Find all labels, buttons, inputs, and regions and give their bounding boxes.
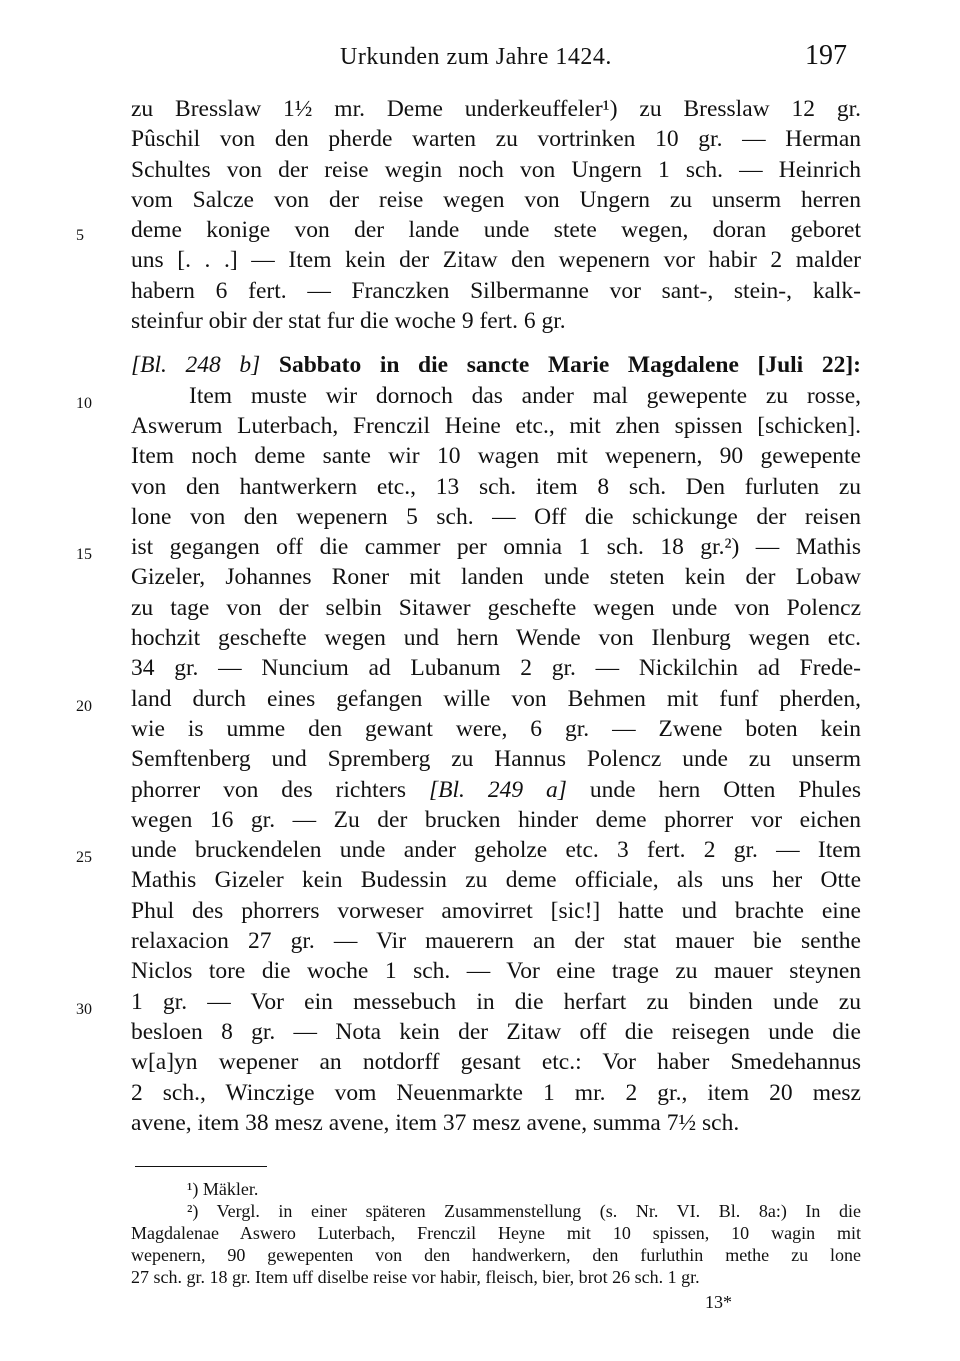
text-line: Item noch deme sante wir 10 wagen mit wepenern, 90 gewepente [131, 443, 861, 470]
text-line: Phul des phorrers vorweser amovirret [sic!] hatte und brachte eine [131, 897, 861, 924]
section-heading: Sabbato in die sancte Marie Magdalene [Juli 22]: [278, 352, 861, 379]
footnotes [131, 1178, 861, 1288]
text-line: unde bruckendelen unde ander geholze etc. 3 fert. 2 gr. — Item [131, 837, 861, 864]
text-line: Niclos tore die woche 1 sch. — Vor eine trage zu mauer steynen [131, 958, 861, 985]
signature-mark: 13* [705, 1292, 732, 1312]
text-line: Mathis Gizeler kein Budessin zu deme officiale, als uns her Otte [131, 867, 861, 894]
text-segment: phorrer von des richters [131, 776, 407, 803]
page-number: 197 [805, 40, 847, 71]
text-segment: unde hern Otten Phules [589, 776, 862, 803]
running-header [0, 38, 960, 78]
text-line: relaxacion 27 gr. — Vir mauerern an der stat mauer bie senthe [131, 928, 861, 955]
line-number-20: 20 [76, 698, 92, 715]
text-line: Schultes von der reise wegin noch von Ungern 1 sch. — Heinrich [131, 156, 861, 183]
text-line: Gizeler, Johannes Roner mit landen unde steten kein der Lobaw [131, 564, 861, 591]
text-line: 34 gr. — Nuncium ad Lubanum 2 gr. — Nickilchin ad Frede- [131, 655, 861, 682]
text-line: habern 6 fert. — Franczken Silbermanne vor sant-, stein-, kalk- [131, 277, 861, 304]
footnote-2-line: wepenern, 90 gewepenten von den handwerkern, den furluthin methe zu lone [131, 1245, 861, 1265]
text-line [131, 381, 861, 411]
text-line: ist gegangen off die cammer per omnia 1 sch. 18 gr.²) — Mathis [131, 534, 861, 561]
footnote-2-line: 27 sch. gr. 18 gr. Item uff diselbe reise vor habir, fleisch, bier, brot 26 sch. 1 gr. [131, 1267, 700, 1287]
footnote-2-line: Magdalenae Aswero Luterbach, Frenczil Heyne mit 10 spissen, 10 wagin mit [131, 1223, 861, 1243]
running-title: Urkunden zum Jahre 1424. [340, 44, 612, 70]
text-line: 1 gr. — Vor ein messebuch in die herfart zu binden unde zu [131, 988, 861, 1015]
text-line: zu Bresslaw 1½ mr. Deme underkeuffeler¹) zu Bresslaw 12 gr. [131, 96, 861, 122]
line-number-15: 15 [76, 546, 92, 563]
line-number-25: 25 [76, 849, 92, 866]
text-line: vom Salcze von der reise wegen von Ungern zu unserm herren [131, 186, 861, 213]
text-line: hochzit geschefte wegen und hern Wende von Ilenburg wegen etc. [131, 625, 861, 652]
text-line: wie is umme den gewant were, 6 gr. — Zwene boten kein [131, 715, 861, 742]
text-line: lone von den wepenern 5 sch. — Off die schickunge der reisen [131, 503, 861, 530]
text-line: avene, item 38 mesz avene, item 37 mesz avene, summa 7½ sch. [131, 1109, 740, 1136]
text-line: zu tage von der selbin Sitawer geschefte wegen unde von Polencz [131, 594, 861, 621]
text-line: steinfur obir der stat fur die woche 9 fert. 6 gr. [131, 308, 566, 335]
text-line: uns [. . .] — Item kein der Zitaw den wepenern vor habir 2 malder [131, 247, 861, 274]
text-line: w[a]yn wepener an notdorff gesant etc.: Vor haber Smedehannus [131, 1049, 861, 1076]
footnote-divider [135, 1166, 267, 1167]
folio-reference: [Bl. 249 a] [428, 776, 567, 803]
main-text [131, 94, 861, 1138]
text-line-content: Item muste wir dornoch das ander mal gewepente zu rosse, [189, 382, 861, 409]
section-heading-line [131, 350, 861, 380]
footnote-2-line: ²) Vergl. in einer späteren Zusammenstellung (s. Nr. VI. Bl. 8a:) In die [187, 1201, 861, 1221]
line-number-10: 10 [76, 395, 92, 412]
folio-reference: [Bl. 248 b] [131, 352, 261, 379]
text-line: deme konige von der lande unde stete wegen, doran geboret [131, 217, 861, 244]
text-line: land durch eines gefangen wille von Behmen mit funf pherden, [131, 685, 861, 712]
text-line [131, 775, 861, 805]
line-number-5: 5 [76, 227, 84, 244]
text-line: 2 sch., Winczige vom Neuenmarkte 1 mr. 2 gr., item 20 mesz [131, 1079, 861, 1106]
text-line: wegen 16 gr. — Zu der brucken hinder deme phorrer vor eichen [131, 806, 861, 833]
text-line: Aswerum Luterbach, Frenczil Heine etc., mit zhen spissen [schicken]. [131, 412, 861, 439]
text-line: Pûschil von den pherde warten zu vortrinken 10 gr. — Herman [131, 126, 861, 153]
text-line: Semftenberg und Spremberg zu Hannus Polencz unde zu unserm [131, 746, 861, 773]
footnote-1: ¹) Mäkler. [187, 1179, 259, 1199]
text-line: von den hantwerkern etc., 13 sch. item 8 sch. Den furluten zu [131, 473, 861, 500]
text-line: besloen 8 gr. — Nota kein der Zitaw off die reisegen unde die [131, 1018, 861, 1045]
line-number-30: 30 [76, 1001, 92, 1018]
